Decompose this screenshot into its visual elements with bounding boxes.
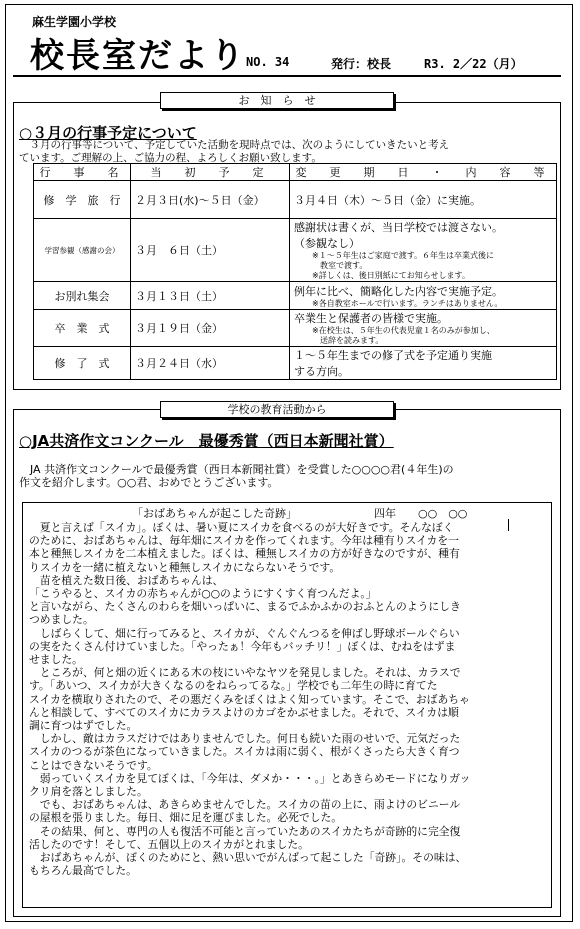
row-event: 修 了 式 bbox=[34, 347, 131, 380]
issue-number: NO. 34 bbox=[246, 55, 290, 69]
essay-line: スイカを横取りされたので、その悪だくみをぼくはよく知っています。そこで、おばあちゃ bbox=[29, 692, 470, 706]
essay-line: 調に育つはずでした。 bbox=[29, 719, 138, 733]
education-tab: 学校の教育活動から bbox=[160, 401, 394, 418]
row-event: 修 学 旅 行 bbox=[34, 181, 131, 219]
essay-line: す。「あいつ、スイカが大きくなるのをねらってるな。」学校でも二年生の時に育てた bbox=[29, 679, 438, 693]
header-event: 行 事 名 bbox=[34, 164, 131, 181]
header-original: 当 初 予 定 bbox=[131, 164, 290, 181]
row-original: ２月３日(水)～５日（金） bbox=[131, 181, 290, 219]
notice-tab: お 知 ら せ bbox=[160, 92, 394, 109]
row-change: 卒業生と保護者の皆様で実施。 ※在校生は、５年生の代表児童１名のみが参加し、 送辞を読みます。 bbox=[290, 310, 557, 347]
table-row bbox=[34, 181, 557, 219]
essay-title: 「おばあちゃんが起こした奇跡」 bbox=[132, 507, 297, 520]
school-name: 麻生学園小学校 bbox=[32, 15, 117, 29]
table-row bbox=[34, 347, 557, 380]
essay-line: その結果、何と、専門の人も復活不可能と言っていたあのスイカたちが奇跡的に完全復 bbox=[29, 824, 461, 838]
essay-line: 活したのです！そして、五個以上のスイカがとれました。 bbox=[29, 837, 309, 851]
table-row bbox=[34, 219, 557, 282]
notice-intro: ３月の行事等について、予定していた活動を現時点では、次のようにしていきたいと考え ています。ご理解の上、ご協力の程、よろしくお願い致します。 bbox=[19, 139, 450, 164]
row-change: 感謝状は書くが、当日学校では渡さない。 （参観なし） ※１～５年生はご家庭で渡す。６年生は卒業式後に 教室で渡す。 ※詳しくは、後日別紙にてお知らせします。 bbox=[290, 219, 557, 282]
row-original: ３月２４日（水） bbox=[131, 347, 290, 380]
row-event: 卒 業 式 bbox=[34, 310, 131, 347]
essay-line: ことはできないそうです。 bbox=[29, 758, 158, 772]
essay-line: スイカのつるが茶色になっていきました。スイカは雨に弱く、根がくさったら大きく育つ bbox=[29, 745, 460, 759]
essay-line: クリ肩を落としました。 bbox=[29, 785, 148, 799]
essay-line: つめました。 bbox=[29, 613, 94, 627]
essay-line: 弱っていくスイカを見てぼくは、「今年は、ダメか・・・。」とあきらめモードになりガッ bbox=[29, 771, 471, 785]
essay-line: おばあちゃんが、ぼくのためにと、熱い思いでがんばって起こした「奇跡」。その味は、 bbox=[29, 851, 467, 865]
row-original: ３月 ６日（土） bbox=[131, 219, 290, 282]
essay-line: 「こうやると、スイカの赤ちゃんが○○のようにすくすく育つんだよ。」 bbox=[29, 587, 377, 601]
essay-line: の屋根を張りました。毎日、畑に足を運びました。必死でした。 bbox=[29, 811, 343, 825]
essay-line: ところが、何と畑の近くにある木の枝にいやなヤツを発見しました。それは、カラスで bbox=[29, 666, 461, 680]
event-schedule-table bbox=[33, 163, 557, 380]
issue-date: R3. 2／22（月） bbox=[424, 57, 523, 71]
essay-line: もちろん最高でした。 bbox=[29, 864, 137, 878]
row-event: お別れ集会 bbox=[34, 282, 131, 310]
table-row bbox=[34, 310, 557, 347]
table-row bbox=[34, 282, 557, 310]
essay-line: のために、おばあちゃんは、毎年畑にスイカを作ってくれます。今年は種有りスイカを一 bbox=[29, 534, 459, 548]
row-original: ３月１３日（土） bbox=[131, 282, 290, 310]
essay-line: せました。 bbox=[29, 653, 83, 667]
row-original: ３月１９日（金） bbox=[131, 310, 290, 347]
essay-line: りスイカを一緒に植えないと種無しスイカにならないそうです。 bbox=[29, 560, 341, 574]
essay-line: んと相談して、すべてのスイカにカラスよけのカゴをかぶせました。それで、スイカは順 bbox=[29, 705, 459, 719]
row-change: ３月４日（木）～５日（金）に実施。 bbox=[290, 181, 557, 219]
row-change: １～５年生までの修了式を予定通り実施 する方向。 bbox=[290, 347, 557, 380]
essay-line: と言いながら、たくさんのわらを畑いっぱいに、まるでふかふかのおふとんのようにしき bbox=[29, 600, 461, 614]
essay-line: の実をたくさん付けていました。「やったぁ！今年もバッチリ！」ぼくは、むねをはずま bbox=[29, 639, 456, 653]
essay-line: 本と種無しスイカを二本植えました。ぼくは、種無しスイカの方が好きなのですが、種有 bbox=[29, 547, 460, 561]
essay-author: 四年 ○○ ○○ bbox=[374, 507, 468, 520]
header-divider bbox=[13, 75, 561, 77]
header-change: 変 更 期 日 ・ 内 容 等 bbox=[290, 164, 557, 181]
row-event: 学習参観（感謝の会） bbox=[34, 219, 131, 282]
newsletter-title: 校長室だより bbox=[30, 36, 246, 76]
essay-line: しばらくして、畑に行ってみると、スイカが、ぐんぐんつるを伸ばし野球ボールぐらい bbox=[29, 626, 460, 640]
row-change: 例年に比べ、簡略化した内容で実施予定。 ※各自教室ホールで行います。ランチはありません。 bbox=[290, 282, 557, 310]
education-heading: ○JA共済作文コンクール 最優秀賞（西日本新聞社賞） bbox=[19, 432, 394, 450]
essay-line: 夏と言えば「スイカ」。ぼくは、暑い夏にスイカを食べるのが大好きです。そんなぼく bbox=[29, 521, 454, 534]
essay-line: 苗を植えた数日後、おばあちゃんは、 bbox=[29, 573, 224, 587]
publisher: 発行：校長 bbox=[331, 57, 392, 71]
table-header-row bbox=[34, 164, 557, 181]
notice-heading: ○３月の行事予定について bbox=[19, 124, 197, 142]
education-intro: JA 共済作文コンクールで最優秀賞（西日本新聞社賞）を受賞した○○○○君(４年生)の 作文を紹介します。○○君、おめでとうございます。 bbox=[19, 463, 454, 489]
essay-line: でも、おばあちゃんは、あきらめませんでした。スイカの苗の上に、雨よけのビニール bbox=[29, 798, 461, 812]
essay-body bbox=[29, 521, 547, 877]
essay-line: しかし、敵はカラスだけではありませんでした。何日も続いた雨のせいで、元気だった bbox=[29, 732, 461, 746]
